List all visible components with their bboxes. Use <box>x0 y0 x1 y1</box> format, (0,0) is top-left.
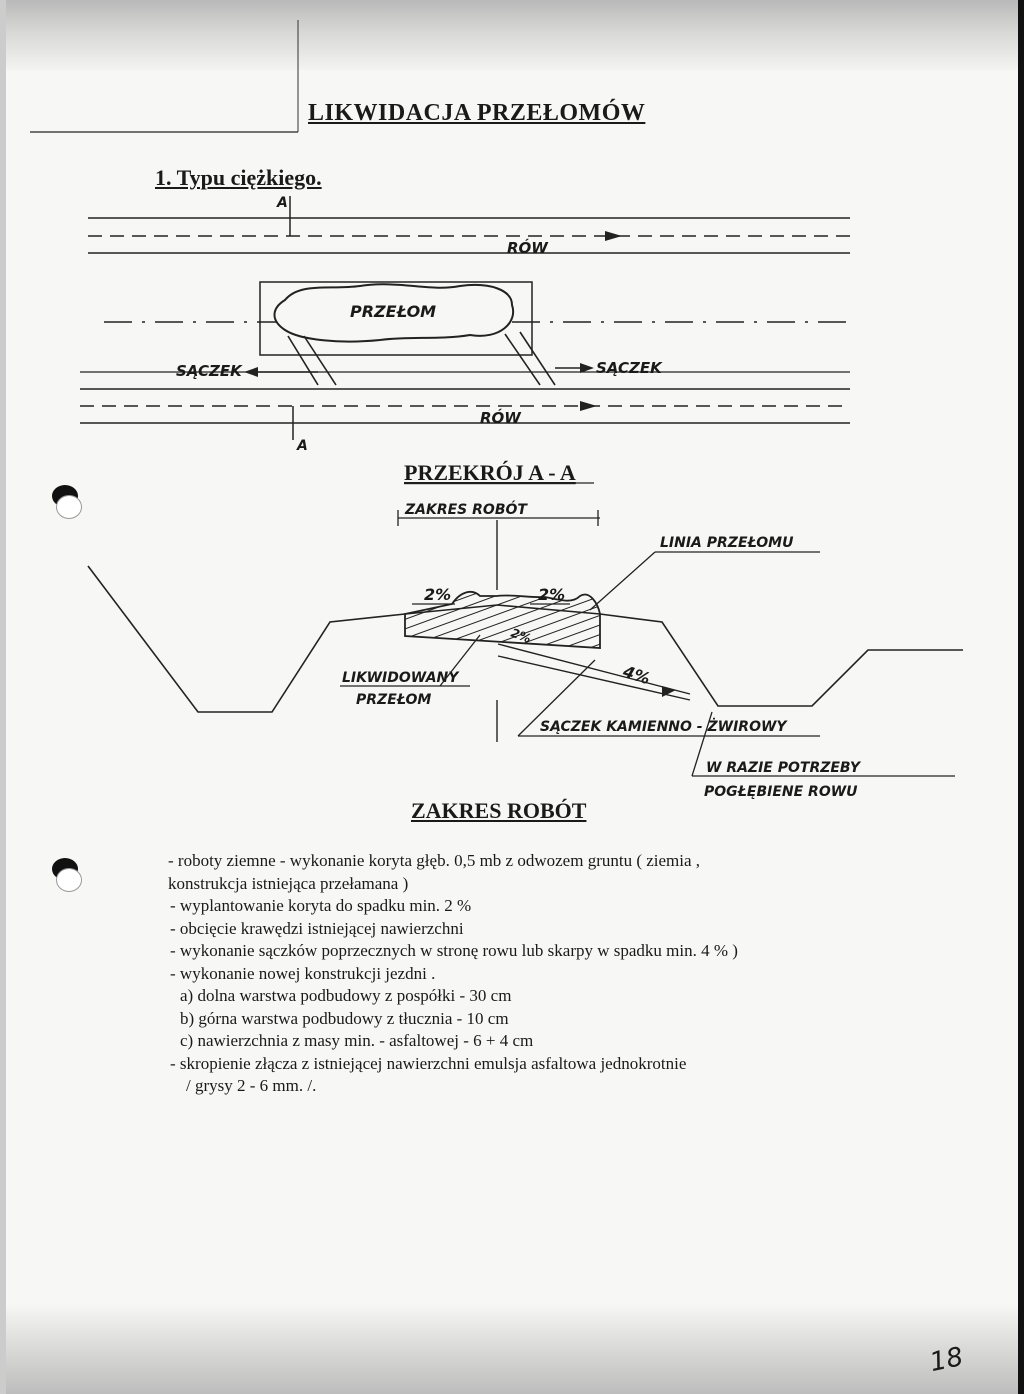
works-item: c) nawierzchnia z masy min. - asfaltowej - 6 + 4 cm <box>180 1031 534 1050</box>
label-saczek-right: SĄCZEK <box>596 359 662 377</box>
slope-left: 2% <box>424 585 452 604</box>
label-saczek-kamienno: SĄCZEK KAMIENNO - ŻWIROWY <box>540 719 787 735</box>
label-zakres-robot: ZAKRES ROBÓT <box>405 502 527 518</box>
label-saczek-left: SĄCZEK <box>176 362 242 380</box>
linia-leader <box>590 552 655 610</box>
works-item: b) górna warstwa podbudowy z tłucznia - 10 cm <box>180 1008 509 1028</box>
plan-view <box>80 195 850 454</box>
works-item: - skropienie złącza z istniejącej nawierzchni emulsja asfaltowa jednokrotnie <box>170 1053 687 1073</box>
works-heading: ZAKRES ROBÓT <box>411 798 587 823</box>
label-likwidowany-przelom: PRZEŁOM <box>356 692 432 708</box>
flow-arrow-bottom <box>580 401 597 411</box>
label-linia-przelomu: LINIA PRZEŁOMU <box>660 535 794 551</box>
works-item: - wykonanie sączków poprzecznych w stronę rowu lub skarpy w spadku min. 4 % ) <box>170 941 738 960</box>
label-poglebiane: POGŁĘBIENE ROWU <box>704 784 858 800</box>
document-subtitle: 1. Typu ciężkiego. <box>155 165 322 190</box>
works-item: konstrukcja istniejąca przełamana ) <box>168 873 409 893</box>
label-w-razie: W RAZIE POTRZEBY <box>706 760 860 776</box>
works-item: - wyplantowanie koryta do spadku min. 2 % <box>170 896 472 915</box>
drain-pipe-bottom <box>498 656 690 700</box>
drain-right-b <box>520 332 555 385</box>
label-przelom: PRZEŁOM <box>350 302 437 321</box>
works-item: a) dolna warstwa podbudowy z pospółki - 30 cm <box>180 986 512 1005</box>
works-item: - wykonanie nowej konstrukcji jezdni . <box>170 963 436 983</box>
label-row-top: RÓW <box>507 239 548 257</box>
section-heading: PRZEKRÓJ A - A <box>404 460 576 485</box>
page-number: 18 <box>927 1341 966 1379</box>
works-item: / grysy 2 - 6 mm. /. <box>186 1076 317 1095</box>
slope-mid: 2% <box>508 625 533 646</box>
drain-right-a <box>505 334 540 385</box>
cross-section <box>88 460 963 800</box>
slope-drain: 4% <box>620 661 653 689</box>
label-row-bottom: RÓW <box>480 409 521 427</box>
flow-arrow-top <box>605 231 622 241</box>
works-item: - obcięcie krawędzi istniejącej nawierzchni <box>170 918 464 938</box>
label-a-top: A <box>277 195 288 211</box>
document-title: LIKWIDACJA PRZEŁOMÓW <box>308 100 646 126</box>
drain-left-a <box>288 336 318 385</box>
works-list <box>168 850 848 1098</box>
drain-pipe-top <box>498 644 690 694</box>
label-likwidowany: LIKWIDOWANY <box>342 670 459 686</box>
saczek-left-arrow <box>244 367 258 377</box>
label-a-bottom: A <box>297 438 308 454</box>
slope-right: 2% <box>538 585 566 604</box>
likwidowany-leader <box>440 635 480 686</box>
drain-left-b <box>304 336 336 385</box>
works-item: - roboty ziemne - wykonanie koryta głęb. 0,5 mb z odwozem gruntu ( ziemia , <box>168 851 701 870</box>
